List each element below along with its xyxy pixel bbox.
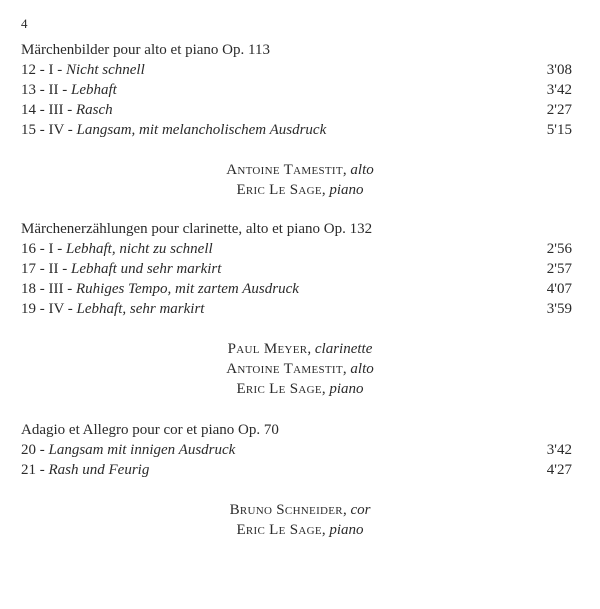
work-section [21,420,572,480]
track-row [21,259,572,279]
track-duration: 4'27 [546,462,572,478]
track-duration: 3'42 [546,82,572,98]
performer-line: Eric Le Sage, piano [236,182,364,198]
performer-role: piano [329,381,364,397]
track-number: 14 - III - [21,102,76,118]
track-row [21,100,572,120]
track-number: 17 - II - [21,261,71,277]
track-name: Rash und Feurig [48,462,150,478]
track-row [21,279,572,299]
performer-name: Bruno Schneider [229,502,343,518]
performers-block [0,500,600,540]
track-number: 15 - IV - [21,122,77,138]
track-name: Langsam, mit melancholischem Ausdruck [76,122,327,138]
performer-role: piano [329,182,364,198]
track-number: 21 - [21,462,49,478]
performer-name: Paul Meyer [227,341,308,357]
performer-role: alto [350,162,374,178]
performer-role: alto [350,361,374,377]
track-row [21,80,572,100]
performer-line: Bruno Schneider, cor [229,502,371,518]
track-number: 20 - [21,442,49,458]
track-duration: 2'56 [546,241,572,257]
work-title: Märchenerzählungen pour clarinette, alto et piano Op. 132 [21,221,373,237]
track-duration: 3'42 [546,442,572,458]
performer-name: Eric Le Sage [236,182,322,198]
performer-name: Eric Le Sage [236,381,322,397]
track-name: Lebhaft, nicht zu schnell [66,241,213,257]
track-row [21,239,572,259]
performers-block [0,160,600,200]
track-name: Lebhaft und sehr markirt [70,261,222,277]
track-duration: 3'08 [546,62,572,78]
track-duration: 5'15 [546,122,572,138]
work-title: Adagio et Allegro pour cor et piano Op. 70 [21,422,279,438]
performer-line: Eric Le Sage, piano [236,381,364,397]
performer-name: Antoine Tamestit [226,361,343,377]
work-title: Märchenbilder pour alto et piano Op. 113 [21,42,270,58]
track-number: 19 - IV - [21,301,77,317]
track-duration: 2'27 [546,102,572,118]
performer-role: cor [350,502,371,518]
track-name: Langsam mit innigen Ausdruck [48,442,236,458]
track-duration: 2'57 [546,261,572,277]
track-number: 18 - III - [21,281,76,297]
performer-role: piano [329,522,364,538]
track-row [21,120,572,140]
performer-line: Paul Meyer, clarinette [227,341,373,357]
track-row [21,60,572,80]
track-name: Lebhaft [70,82,117,98]
track-name: Rasch [75,102,113,118]
work-section [21,40,572,140]
work-section [21,219,572,319]
track-duration: 4'07 [546,281,572,297]
performer-line: Antoine Tamestit, alto [226,361,374,377]
performer-name: Antoine Tamestit [226,162,343,178]
performers-block [0,339,600,399]
page-number: 4 [21,16,28,31]
track-row [21,440,572,460]
track-name: Lebhaft, sehr markirt [76,301,205,317]
track-number: 16 - I - [21,241,66,257]
track-row [21,460,572,480]
track-number: 12 - I - [21,62,66,78]
track-name: Nicht schnell [66,62,145,78]
performer-name: Eric Le Sage [236,522,322,538]
track-row [21,299,572,319]
track-name: Ruhiges Tempo, mit zartem Ausdruck [75,281,299,297]
performer-role: clarinette [314,341,373,357]
track-number: 13 - II - [21,82,71,98]
performer-line: Antoine Tamestit, alto [226,162,374,178]
performer-line: Eric Le Sage, piano [236,522,364,538]
track-duration: 3'59 [546,301,572,317]
